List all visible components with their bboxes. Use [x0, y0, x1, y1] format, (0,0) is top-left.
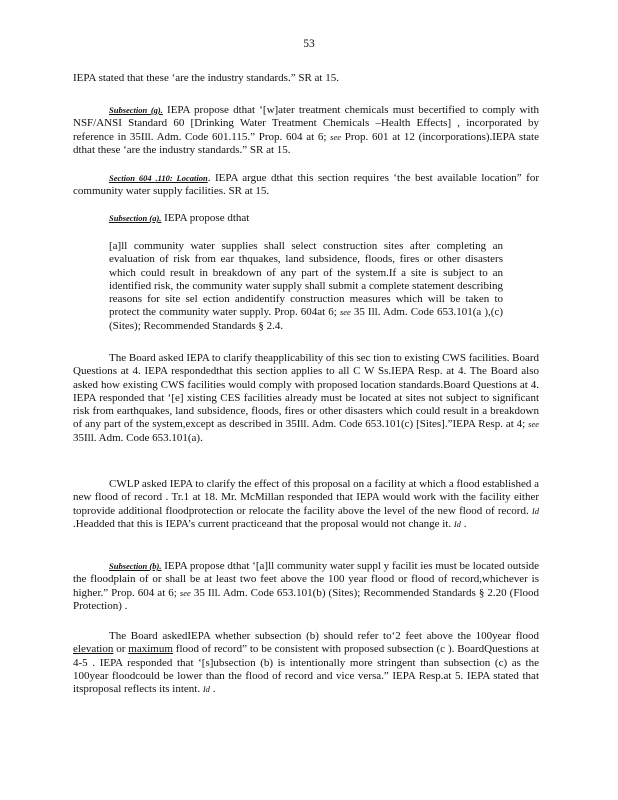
underlined-word: maximum: [128, 643, 173, 656]
subsection-b-heading: Subsection (b).: [109, 561, 162, 571]
underlined-word: elevation: [73, 643, 114, 656]
see-signal: see: [339, 307, 351, 318]
paragraph-subsection-g: [73, 104, 539, 157]
paragraph-cwlp-flood: [73, 478, 539, 531]
page-number: 53: [303, 38, 315, 50]
paragraph-text: .Headded that this is IEPA’s current practiceand that the proposal would not change it.: [73, 517, 454, 530]
id-signal: Id: [531, 505, 539, 516]
paragraph-text: CWLP asked IEPA to clarify the effect of this proposal on a facility at which a flood established a new flood of record . Tr.1 at 18. Mr. McMillan responded that IEPA would work with the facility either toprovide additional floodprotection or relocate the facility above the level of the new flood of record.: [73, 478, 539, 517]
paragraph-text: Prop. 601 at 12 (incorporations).IEPA state dthat these ‘are the industry standards.” SR at 15.: [73, 130, 539, 156]
paragraph-text: 35 Ill. Adm. Code 653.101(b) (Sites); Recommended Standards § 2.20 (Flood Protection) .: [73, 586, 540, 612]
paragraph-text: or: [113, 643, 129, 656]
paragraph-board-asked-applicability: [73, 352, 539, 445]
quote-text: 35 Ill. Adm. Code 653.101(a ),(c) (Sites); Recommended Standards § 2.4.: [109, 306, 503, 332]
paragraph-text: The Board askedIEPA whether subsection (b) should refer to‘2 feet above the 100year flood: [109, 630, 539, 642]
paragraph-text: IEPA propose dthat ‘[a]ll community water suppl y facilit ies must be located outside the floodplain of or shall be at least two feet above the 100 year flood or flood of record,whichever is higher.” Prop. 604 at 6;: [73, 560, 540, 599]
paragraph-text: .: [460, 517, 467, 530]
see-signal: see: [179, 587, 191, 598]
paragraph-board-asked-subsection-b: [73, 630, 539, 696]
id-signal: Id: [202, 684, 210, 695]
paragraph-text: .: [209, 683, 216, 696]
paragraph-section-604-110: [73, 172, 539, 199]
paragraph-text: IEPA propose dthat ‘[w]ater treatment chemicals must becertified to comply with NSF/ANSI Standard 60 [Drinking Water Treatment Chemicals –Health Effects] , incorporated by reference in 35Ill. Adm. Code 601.115.” Prop. 604 at 6;: [73, 104, 539, 143]
paragraph-1: IEPA stated that these ‘are the industry standards.” SR at 15.: [73, 72, 339, 84]
paragraph-subsection-a: [73, 212, 539, 225]
paragraph-text: IEPA propose dthat: [161, 212, 250, 224]
see-signal: see: [528, 419, 539, 430]
subsection-g-heading: Subsection (g).: [109, 105, 163, 115]
quote-text: [a]ll community water supplies shall select construction sites after completing an evaluation of risk from ear thquakes, land subsidence, floods, fires or other disasters which could result in breakdown of any part of the system.If a site is subject to an identified risk, the community water supply shall submit a complete statement describing reasons for site sel ection andidentify construction measures which will be taken to protect the community water supply. Prop. 604at 6;: [109, 240, 503, 319]
id-signal: Id: [453, 518, 461, 529]
paragraph-text: The Board asked IEPA to clarify theapplicability of this sec tion to existing CWS facilities. Board Questions at 4. IEPA respondedthat this section applies to all C W Ss.IEPA Resp. at 4. The Board also asked how existing CWS facilities would comply with proposed location standards.Board Questions at 4. IEPA responded that ‘[e] xisting CES facilities already must be located at sites not subject to significant risk from earthquakes, land subsidence, floods, fires or other disasters which could result in a breakdown of any part of the system,except as described in 35Ill. Adm. Code 653.101(c) [Sites].”IEPA Resp. at 4;: [73, 352, 539, 431]
block-quote: [109, 240, 503, 333]
paragraph-text: flood of record” to be consistent with proposed subsection (c ). BoardQuestions at 4-5 . IEPA responded that ‘[s]ubsection (b) is intentionally more stringent than subsection (c) as the 100year floodcould be lower than the flood of record and vice versa.” IEPA Resp.at 5. IEPA stated that itsproposal reflects its intent.: [73, 643, 539, 696]
paragraph-subsection-b: [73, 560, 539, 613]
paragraph-text: . IEPA argue dthat this section requires ‘the best available location” for community water supply facilities. SR at 15.: [73, 172, 539, 198]
subsection-a-heading: Subsection (a).: [109, 213, 162, 223]
section-604-110-heading: Section 604 .110: Location: [109, 173, 208, 183]
see-signal: see: [330, 131, 342, 142]
paragraph-text: 35Ill. Adm. Code 653.101(a).: [73, 431, 203, 444]
